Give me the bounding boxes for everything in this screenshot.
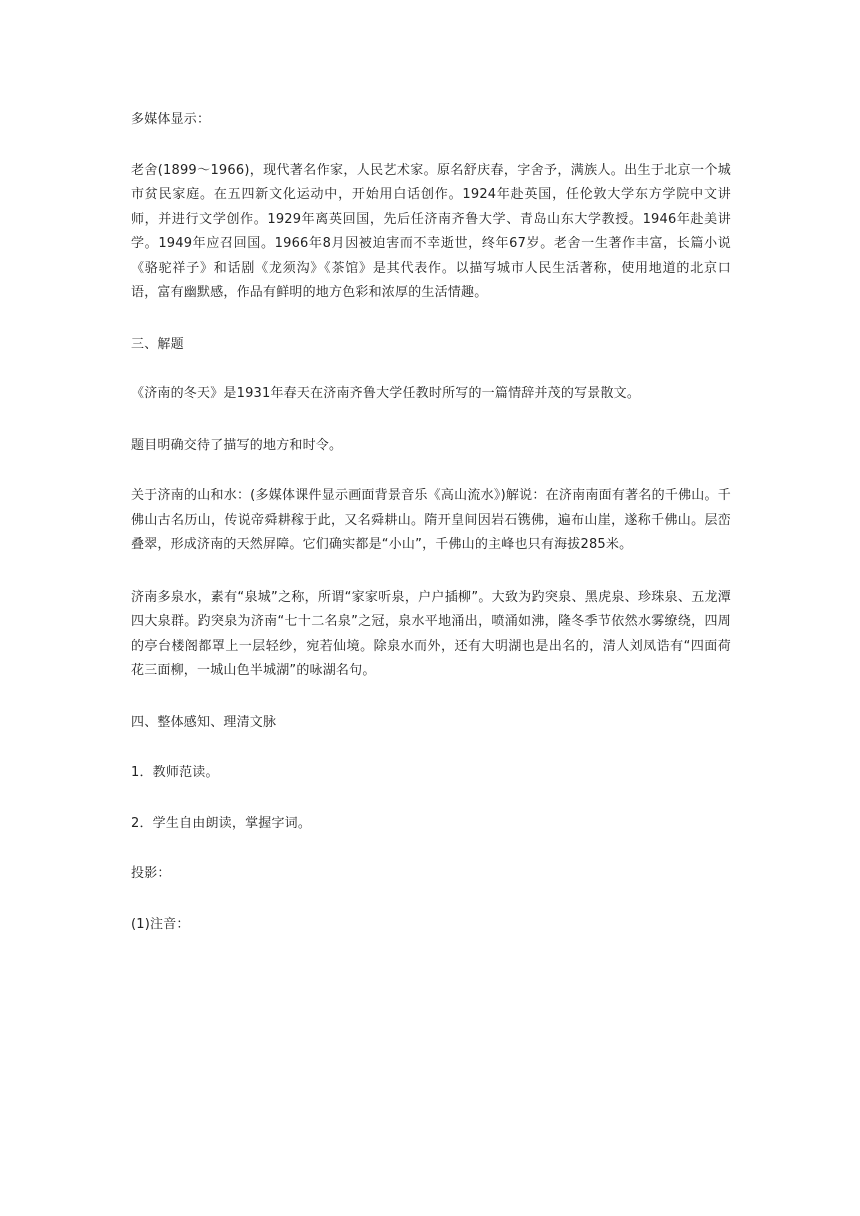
mountains-paragraph: 关于济南的山和水：(多媒体课件显示画面背景音乐《高山流水》)解说：在济南南面有著名的千佛山。千佛山古名历山，传说帝舜耕稼于此，又名舜耕山。隋开皇间因岩石镌佛，遍布山崖，遂称千佛山。层峦叠翠，形成济南的天然屏障。它们确实都是“小山”，千佛山的主峰也只有海拔285米。 [131,488,731,552]
pinyin-annotation-label: (1)注音： [131,916,190,932]
document-body [131,108,731,937]
multimedia-display-label: 多媒体显示： [131,112,211,127]
springs-paragraph: 济南多泉水，素有“泉城”之称，所谓“家家听泉，户户插柳”。大致为趵突泉、黑虎泉、珍珠泉、五龙潭四大泉群。趵突泉为济南“七十二名泉”之冠，泉水平地涌出，喷涌如沸，隆冬季节依然水雾缭绕，四周的亭台楼阁都罩上一层轻纱，宛若仙境。除泉水而外，还有大明湖也是出名的，清人刘凤诰有“四面荷花三面柳，一城山色半城湖”的咏湖名句。 [131,589,731,678]
section-heading-overall-perception: 四、整体感知、理清文脉 [131,714,277,730]
laoshe-biography-paragraph: 老舍(1899～1966)，现代著名作家，人民艺术家。原名舒庆春，字舍予，满族人。出生于北京一个城市贫民家庭。在五四新文化运动中，开始用白话创作。1924年赴英国，任伦敦大学东方学院中文讲师，并进行文学创作。1929年离英回国，先后任济南齐鲁大学、青岛山东大学教授。1946年赴美讲学。1949年应召回国。1966年8月因被迫害而不幸逝世，终年67岁。老舍一生著作丰富，长篇小说《骆驼祥子》和话剧《龙须沟》《茶馆》是其代表作。以描写城市人民生活著称，使用地道的北京口语，富有幽默感，作品有鲜明的地方色彩和浓厚的生活情趣。 [131,162,731,300]
essay-background-paragraph: 《济南的冬天》是1931年春天在济南齐鲁大学任教时所写的一篇情辞并茂的写景散文。 [131,386,641,401]
projection-label: 投影： [131,866,171,881]
section-heading-title-explanation: 三、解题 [131,336,184,352]
step-student-reading: 2．学生自由朗读，掌握字词。 [131,815,312,831]
step-teacher-reading: 1．教师范读。 [131,765,219,780]
title-meaning-paragraph: 题目明确交待了描写的地方和时令。 [131,437,343,453]
